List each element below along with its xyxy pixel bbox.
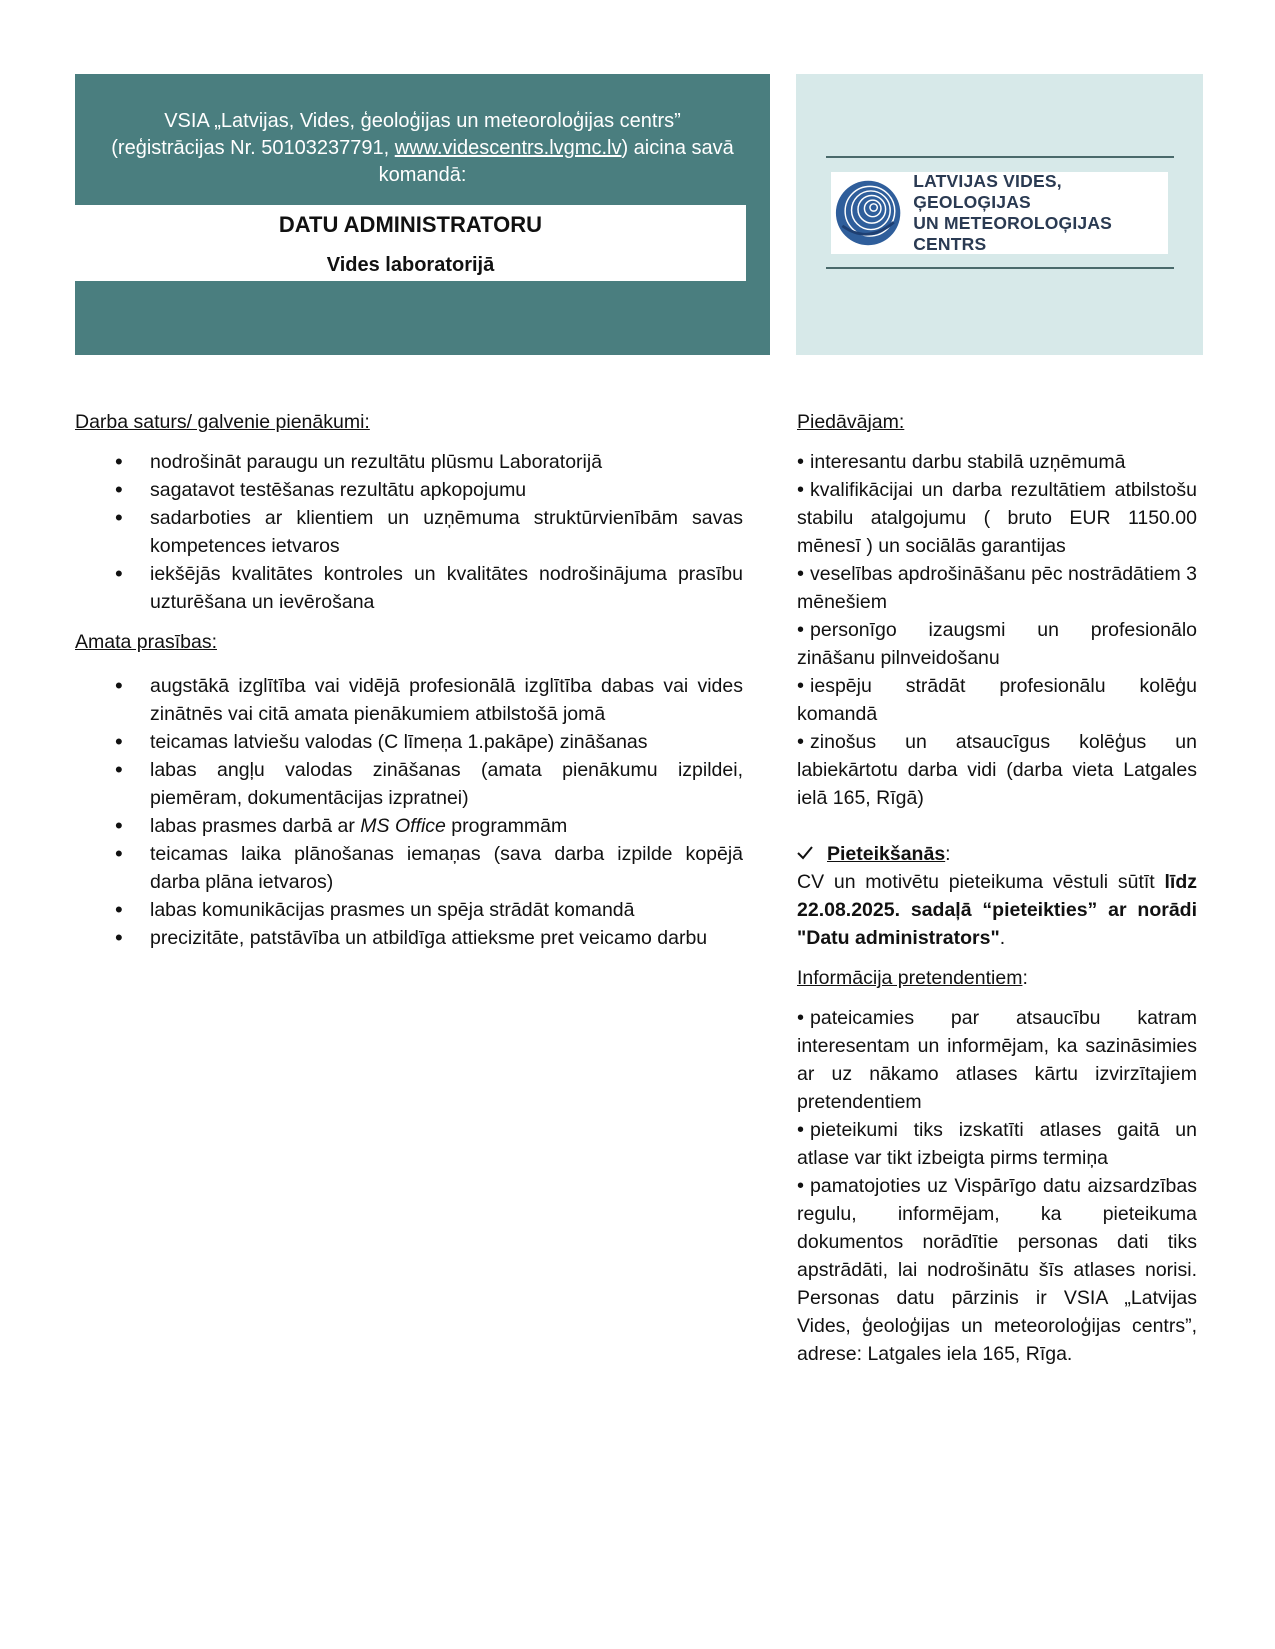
offer-item-text: personīgo izaugsmi un profesionālo zināšanu pilnveidošanu [797, 619, 1197, 669]
offer-item-text: zinošus un atsaucīgus kolēģus un labiekārtotu darba vidi (darba vieta Latgales ielā 165, Rīgā) [797, 731, 1197, 809]
offer-item [797, 476, 1197, 560]
requirement-item-prefix: labas prasmes darbā ar [150, 815, 361, 837]
left-column [75, 408, 743, 952]
requirements-list [75, 672, 743, 952]
offer-item-text: veselības apdrošināšanu pēc nostrādātiem 3 mēnešiem [797, 563, 1198, 613]
apply-text-prefix: CV un motivētu pieteikuma vēstuli sūtīt [797, 871, 1165, 893]
info-item-text: pieteikumi tiks izskatīti atlases gaitā un atlase var tikt izbeigta pirms termiņa [797, 1119, 1197, 1169]
info-item [797, 1116, 1197, 1172]
bullet-icon: • [797, 731, 805, 753]
offer-item [797, 560, 1197, 616]
bullet-icon: • [797, 563, 805, 585]
duties-title: Darba saturs/ galvenie pienākumi: [75, 411, 370, 433]
duty-item: • nodrošināt paraugu un rezultātu plūsmu Laboratorijā [75, 448, 743, 476]
requirement-item: • teicamas latviešu valodas (C līmeņa 1.pakāpe) zināšanas [75, 728, 743, 756]
department-title: Vides laboratorijā [326, 254, 495, 276]
lvgmc-ripple-logo-icon [835, 177, 901, 249]
duties-list [75, 448, 743, 616]
bullet-icon: • [797, 1175, 805, 1197]
apply-text [797, 868, 1197, 952]
apply-heading [797, 840, 1197, 868]
offer-title: Piedāvājam: [797, 411, 905, 433]
requirement-item: • labas komunikācijas prasmes un spēja strādāt komandā [75, 896, 743, 924]
duty-item: • sadarboties ar klientiem un uzņēmuma struktūrvienībām savas kompetences ietvaros [75, 504, 743, 560]
apply-colon: : [945, 843, 951, 865]
offer-list [797, 448, 1197, 812]
info-title: Informācija pretendentiem [797, 967, 1023, 989]
requirement-item: • augstākā izglītība vai vidējā profesionālā izglītība dabas vai vides zinātnēs vai citā amata pienākumiem atbilstošā jomā [75, 672, 743, 728]
logo-text [913, 171, 1168, 255]
offer-item-text: iespēju strādāt profesionālu kolēģu komandā [797, 675, 1197, 725]
requirement-item: • labas angļu valodas zināšanas (amata pienākumu izpildei, piemēram, dokumentācijas izpratnei) [75, 756, 743, 812]
offer-item [797, 448, 1197, 476]
offer-item [797, 672, 1197, 728]
requirements-title: Amata prasības: [75, 631, 217, 653]
info-item-text: pateicamies par atsaucību katram interesentam un informējam, ka sazināsimies ar uz nākamo atlases kārtu izvirzītajiem pretendentiem [797, 1007, 1197, 1113]
intro-line-1: VSIA „Latvijas, Vides, ģeoloģijas un meteoroloģijas centrs” [164, 110, 681, 132]
intro-text [75, 108, 770, 189]
info-item [797, 1004, 1197, 1116]
logo-line-1: LATVIJAS VIDES, ĢEOLOĢIJAS [913, 171, 1062, 212]
job-title: DATU ADMINISTRATORU [278, 212, 543, 237]
requirement-item-suffix: programmām [445, 815, 568, 837]
info-item [797, 1172, 1197, 1368]
offer-item-text: kvalifikācijai un darba rezultātiem atbilstošu stabilu atalgojumu ( bruto EUR 1150.00 mēnesī ) un sociālās garantijas [797, 479, 1197, 557]
logo-divider-bottom [826, 267, 1174, 269]
intro-line-2 [75, 135, 770, 162]
checkmark-icon [797, 840, 827, 868]
info-list [797, 1004, 1197, 1368]
info-colon: : [1022, 967, 1028, 989]
info-item-text: pamatojoties uz Vispārīgo datu aizsardzības regulu, informējam, ka pieteikuma dokumentos norādītie personas dati tiks apstrādāti, lai nodrošinātu šīs atlases norisi. Personas datu pārzinis ir VSIA „Latvijas Vides, ģeoloģijas un meteoroloģijas centrs”, adrese: Latgales iela 165, Rīga. [797, 1175, 1197, 1365]
requirement-item [75, 812, 743, 840]
bullet-icon: • [797, 1007, 805, 1029]
apply-deadline: līdz 22.08.2025. sadaļā “pieteikties” ar norādi "Datu administrators" [797, 871, 1197, 949]
intro-line-3: komandā: [378, 164, 467, 186]
intro-line-2-suffix: ) aicina savā [621, 137, 734, 159]
logo-divider-top [826, 156, 1174, 158]
header-banner [75, 74, 770, 355]
info-heading [797, 964, 1197, 992]
website-link[interactable]: www.videscentrs.lvgmc.lv [394, 137, 622, 159]
bullet-icon: • [797, 675, 805, 697]
duty-item: • sagatavot testēšanas rezultātu apkopojumu [75, 476, 743, 504]
bullet-icon: • [797, 451, 805, 473]
title-box [75, 205, 746, 281]
duty-item: • iekšējās kvalitātes kontroles un kvalitātes nodrošinājuma prasību uzturēšana un ievērošana [75, 560, 743, 616]
logo-line-2: UN METEOROLOĢIJAS CENTRS [913, 213, 1113, 254]
requirement-item: • precizitāte, patstāvība un atbildīga attieksme pret veicamo darbu [75, 924, 743, 952]
offer-item [797, 616, 1197, 672]
apply-text-suffix: . [999, 927, 1006, 949]
bullet-icon: • [797, 619, 805, 641]
intro-line-2-prefix: (reģistrācijas Nr. 50103237791, [111, 137, 395, 159]
logo-panel [796, 74, 1203, 355]
bullet-icon: • [797, 1119, 805, 1141]
company-logo [831, 172, 1168, 254]
offer-item [797, 728, 1197, 812]
offer-item-text: interesantu darbu stabilā uzņēmumā [810, 451, 1126, 473]
apply-title: Pieteikšanās [827, 843, 946, 865]
right-column [797, 408, 1197, 1368]
ms-office-text: MS Office [360, 815, 446, 837]
requirement-item: • teicamas laika plānošanas iemaņas (sava darba izpilde kopējā darba plāna ietvaros) [75, 840, 743, 896]
bullet-icon: • [797, 479, 805, 501]
